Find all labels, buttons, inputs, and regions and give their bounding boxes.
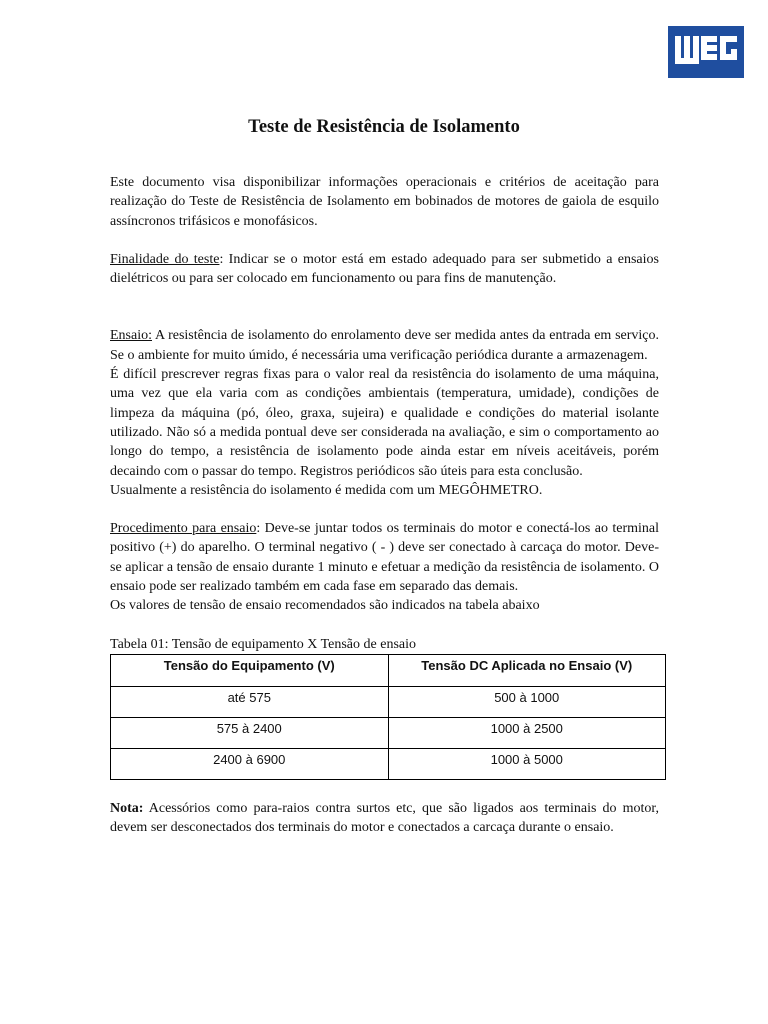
table-header-equipment: Tensão do Equipamento (V) [111, 654, 389, 686]
table-cell: 1000 à 2500 [388, 717, 666, 748]
ensaio-text: A resistência de isolamento do enrolamento deve ser medida antes da entrada em serviço. Se o ambiente for muito úmido, é necessária uma verificação periódica durante a armazenagem. [110, 328, 659, 363]
table-cell: 500 à 1000 [388, 686, 666, 717]
table-cell: até 575 [111, 686, 389, 717]
table-caption: Tabela 01: Tensão de equipamento X Tensão de ensaio [110, 636, 417, 652]
table-cell: 1000 à 5000 [388, 748, 666, 779]
finalidade-paragraph [110, 250, 659, 289]
ensaio-paragraph [110, 326, 659, 365]
ensaio-label: Ensaio: [110, 328, 152, 344]
table-header-dc-test: Tensão DC Aplicada no Ensaio (V) [388, 654, 666, 686]
ensaio-paragraph-3: Usualmente a resistência do isolamento é medida com um MEGÔHMETRO. [110, 482, 543, 498]
table-cell: 2400 à 6900 [111, 748, 389, 779]
table-row [111, 717, 666, 748]
nota-paragraph [110, 799, 659, 838]
table-row [111, 748, 666, 779]
weg-logo-mark [668, 26, 744, 78]
document-body [110, 173, 659, 838]
procedimento-paragraph [110, 519, 659, 596]
table-row [111, 686, 666, 717]
procedimento-paragraph-2: Os valores de tensão de ensaio recomendados são indicados na tabela abaixo [110, 598, 540, 614]
weg-logo [668, 26, 744, 78]
table-header-row [111, 654, 666, 686]
nota-label: Nota: [110, 800, 144, 816]
voltage-table [110, 654, 666, 780]
ensaio-paragraph-2: É difícil prescrever regras fixas para o valor real da resistência do isolamento de uma máquina, uma vez que ela varia com as condições ambientais (temperatura, umidade), condições de limpeza da máquina (pó, óleo, graxa, sujeira) e qualidade e condições do material isolante utilizado. Não só a medida pontual deve ser considerada na avaliação, e sim o comportamento ao longo do tempo, a resistência de isolamento pode ainda estar em níveis aceitáveis, porém decaindo com o passar do tempo. Registros periódicos são úteis para esta conclusão. [110, 367, 659, 479]
finalidade-label: Finalidade do teste [110, 251, 220, 267]
nota-text: Acessórios como para-raios contra surtos etc, que são ligados aos terminais do motor, devem ser desconectados dos terminais do motor e conectados a carcaça durante o ensaio. [110, 800, 659, 836]
intro-paragraph: Este documento visa disponibilizar informações operacionais e critérios de aceitação para realização do Teste de Resistência de Isolamento em bobinados de motores de gaiola de esquilo assíncronos trifásicos e monofásicos. [110, 175, 659, 229]
page-title: Teste de Resistência de Isolamento [248, 117, 520, 137]
procedimento-text: : Deve-se juntar todos os terminais do motor e conectá-los ao terminal positivo (+) do aparelho. O terminal negativo ( - ) deve ser conectado à carcaça do motor. Deve-se aplicar a tensão de ensaio durante 1 minuto e efetuar a medição da resistência de isolamento. O ensaio pode ser realizado também em cada fase em separado das demais. [110, 521, 659, 595]
table-cell: 575 à 2400 [111, 717, 389, 748]
finalidade-text: : Indicar se o motor está em estado adequado para ser submetido a ensaios dielétricos ou para ser colocado em funcionamento ou para fins de manutenção. [110, 251, 659, 287]
procedimento-label: Procedimento para ensaio [110, 521, 257, 537]
